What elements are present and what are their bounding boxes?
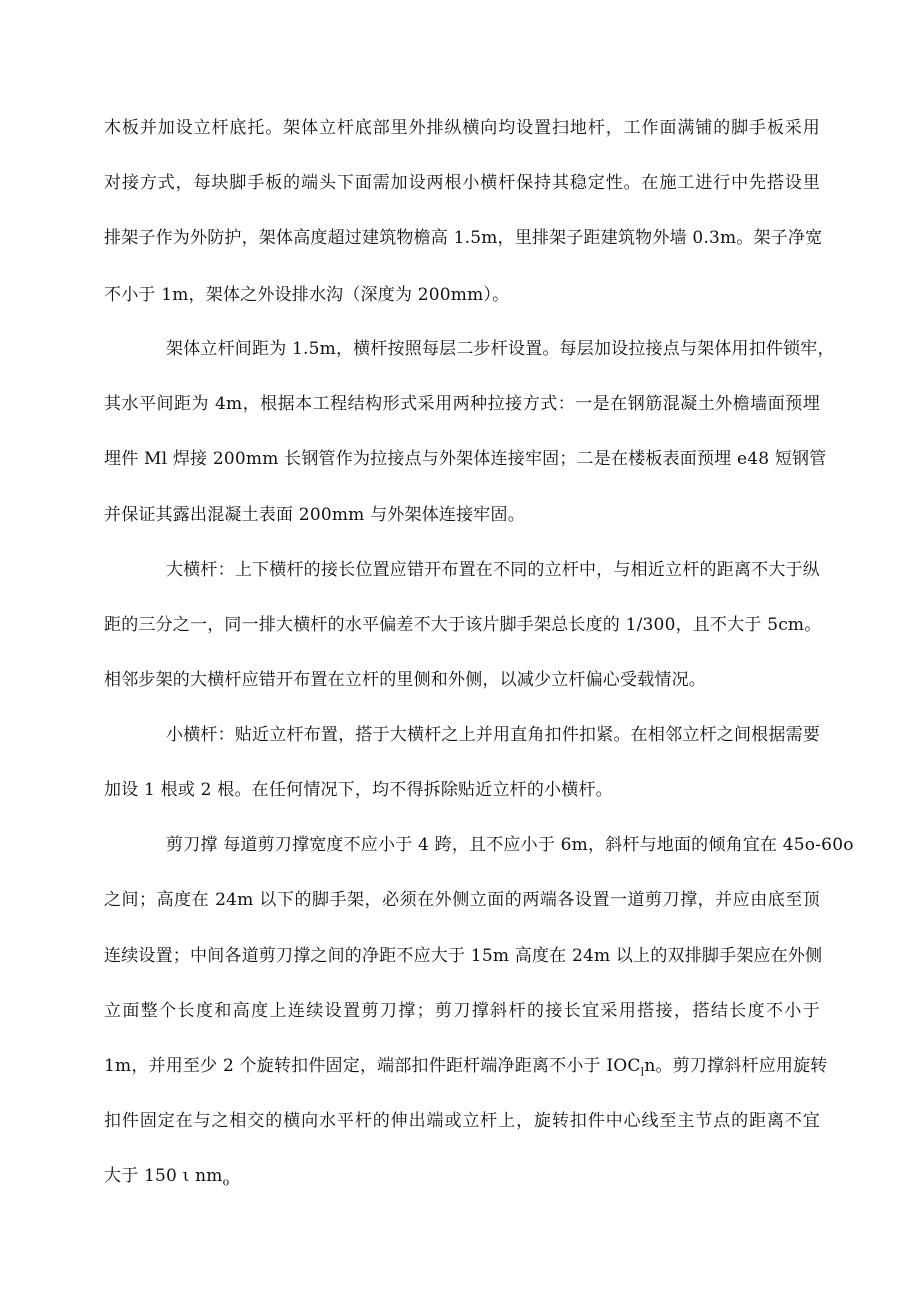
text-line: 立面整个长度和高度上连续设置剪刀撑；剪刀撑斜杆的接长宜采用搭接，搭结长度不小于 xyxy=(104,1001,820,1021)
paragraph-first-line: 小横杆：贴近立杆布置，搭于大横杆之上并用直角扣件扣紧。在相邻立杆之间根据需要 xyxy=(166,725,820,745)
text-line: 排架子作为外防护，架体高度超过建筑物檐高 1.5m，里排架子距建筑物外墙 0.3m。架子净宽 xyxy=(104,228,823,248)
text-line: 并保证其露出混凝土表面 200mm 与外架体连接牢固。 xyxy=(104,505,525,525)
text-line: 之间；高度在 24m 以下的脚手架，必须在外侧立面的两端各设置一道剪刀撑，并应由底至顶 xyxy=(104,890,820,910)
paragraph-first-line: 架体立杆间距为 1.5m，横杆按照每层二步杆设置。每层加设拉接点与架体用扣件锁牢， xyxy=(166,339,835,359)
text-line-with-subscript xyxy=(104,1054,828,1084)
text-line: 其水平间距为 4m，根据本工程结构形式采用两种拉接方式：一是在钢筋混凝土外檐墙面预埋 xyxy=(104,394,820,414)
subscript: l xyxy=(640,1065,645,1079)
text-line: 埋件 Ml 焊接 200mm 长钢管作为拉接点与外架体连接牢固；二是在楼板表面预埋 e48 短钢管 xyxy=(104,449,827,469)
text-line: 不小于 1m，架体之外设排水沟（深度为 200mm）。 xyxy=(104,285,510,305)
text-segment: n。剪刀撑斜杆应用旋转 xyxy=(644,1056,828,1076)
subscript: o xyxy=(222,1175,230,1189)
paragraph-first-line: 大横杆：上下横杆的接长位置应错开布置在不同的立杆中，与相近立杆的距离不大于纵 xyxy=(166,560,820,580)
text-line: 木板并加设立杆底托。架体立杆底部里外排纵横向均设置扫地杆，工作面满铺的脚手板采用 xyxy=(104,118,820,138)
text-line: 相邻步架的大横杆应错开布置在立杆的里侧和外侧，以减少立杆偏心受载情况。 xyxy=(104,670,706,690)
paragraph-first-line: 剪刀撑 每道剪刀撑宽度不应小于 4 跨，且不应小于 6m，斜杆与地面的倾角宜在 45o-60o xyxy=(166,835,854,855)
text-line-with-subscript xyxy=(104,1164,820,1194)
text-segment: 大于 150 ι nm xyxy=(104,1166,223,1186)
text-line: 距的三分之一，同一排大横杆的水平偏差不大于该片脚手架总长度的 1/300，且不大于 5cm。 xyxy=(104,615,822,635)
text-line: 连续设置；中间各道剪刀撑之间的净距不应大于 15m 高度在 24m 以上的双排脚手架应在外侧 xyxy=(104,946,823,966)
text-line: 加设 1 根或 2 根。在任何情况下，均不得拆除贴近立杆的小横杆。 xyxy=(104,780,613,800)
text-line: 对接方式，每块脚手板的端头下面需加设两根小横杆保持其稳定性。在施工进行中先搭设里 xyxy=(104,173,820,193)
text-segment: 1m，并用至少 2 个旋转扣件固定，端部扣件距杆端净距离不小于 IOC xyxy=(104,1056,641,1076)
text-line: 扣件固定在与之相交的横向水平杆的伸出端或立杆上，旋转扣件中心线至主节点的距离不宜 xyxy=(104,1111,820,1131)
